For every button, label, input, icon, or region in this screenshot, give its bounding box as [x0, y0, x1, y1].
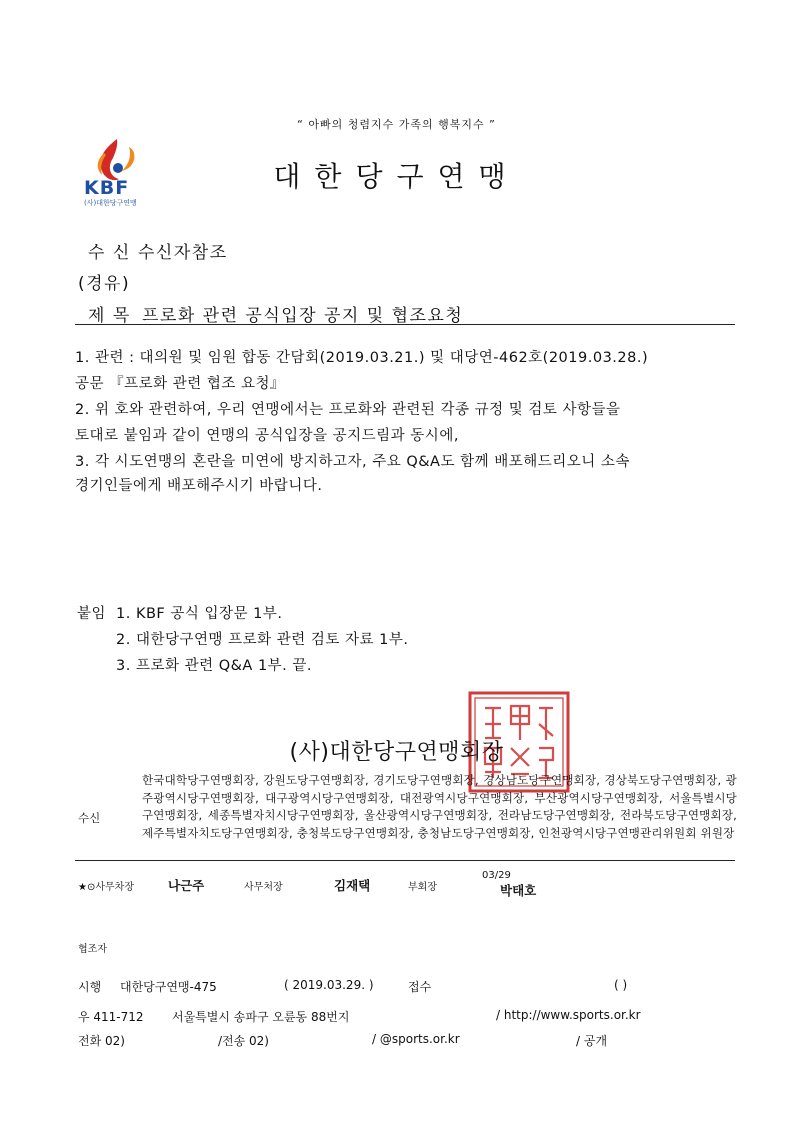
- drafter-name: 나근주: [168, 878, 205, 893]
- fax: /전송 02): [218, 1034, 269, 1048]
- body-line: 1. 관련 : 대의원 및 임원 합동 간담회(2019.03.21.) 및 대당연-462호(2019.03.28.): [75, 350, 649, 366]
- receiver-label: 수 신: [88, 243, 131, 263]
- phone: 전화 02): [78, 1034, 125, 1048]
- receipt-field: ( ): [614, 978, 628, 992]
- address: 서울특별시 송파구 오륜동 88번지: [172, 1010, 350, 1024]
- approver-date: 03/29: [482, 870, 511, 881]
- org-title: 대한당구연맹: [273, 160, 520, 193]
- attachment-item: 3. 프로화 관련 Q&A 1부. 끝.: [116, 658, 313, 674]
- logo-text: KBF: [84, 177, 130, 199]
- postal-code: 우 411-712: [78, 1010, 144, 1024]
- reviewer-name: 김재택: [334, 878, 371, 893]
- receipt-label: 접수: [408, 980, 432, 994]
- subject-value: 프로화 관련 공식입장 공지 및 협조요청: [142, 306, 464, 326]
- receiver-value: 수신자참조: [138, 243, 228, 263]
- attachment-item: 1. KBF 공식 입장문 1부.: [116, 606, 283, 622]
- body-line: 2. 위 호와 관련하여, 우리 연맹에서는 프로화와 관련된 각종 규정 및 검토 사항들을: [75, 402, 621, 418]
- approver-title: 부회장: [408, 882, 437, 893]
- via-line: (경유): [78, 274, 131, 294]
- body-line: 공문 『프로화 관련 협조 요청』: [75, 376, 286, 392]
- website: / http://www.sports.or.kr: [496, 1008, 641, 1022]
- enforce-number: 대한당구연맹-475: [120, 980, 217, 994]
- attachment-label: 붙임: [77, 606, 107, 622]
- logo-subtext: (사)대한당구연맹: [84, 199, 137, 207]
- motto: “ 아빠의 청렴지수 가족의 행복지수 ”: [297, 118, 496, 131]
- subject-divider: [75, 324, 735, 325]
- issuer-name: (사)대한당구연맹회장: [289, 740, 504, 765]
- attachment-item: 2. 대한당구연맹 프로화 관련 검토 자료 1부.: [116, 632, 409, 648]
- public-status: / 공개: [576, 1034, 608, 1048]
- drafter-title: ★⊙사무차장: [78, 882, 134, 893]
- approver-name: 박태호: [500, 883, 537, 898]
- email: / @sports.or.kr: [372, 1032, 460, 1046]
- recipients-label: 수신: [78, 811, 101, 825]
- subject-label: 제 목: [88, 306, 131, 326]
- enforce-label: 시행: [78, 980, 102, 994]
- recipients-list: 한국대학당구연맹회장, 강원도당구연맹회장, 경기도당구연맹회장, 경상남도당구연맹회장, 경상북도당구연맹회장, 광주광역시당구연맹회장, 대구광역시당구연맹회장, 대전광역시당구연맹회장, 부산광역시당구연맹회장, 서울특별시당구연맹회장, 세종특별자치시당구연맹회장, 울산광역시당구연맹회장, 전라남도당구연맹회장, 전라북도당구연맹회장, 제주특별자치도당구연맹회장, 충청북도당구연맹회장, 충청남도당구연맹회장, 인천광역시당구연맹관리위원회 위원장: [142, 773, 737, 840]
- cooperator-label: 협조자: [78, 944, 107, 955]
- body-line: 3. 각 시도연맹의 혼란을 미연에 방지하고자, 주요 Q&A도 함께 배포해드리오니 소속: [75, 454, 630, 470]
- recipients-divider: [75, 860, 735, 861]
- reviewer-title: 사무처장: [244, 882, 283, 893]
- body-line: 경기인들에게 배포해주시기 바랍니다.: [75, 478, 323, 494]
- body-line: 토대로 붙임과 같이 연맹의 공식입장을 공지드림과 동시에,: [75, 428, 459, 444]
- enforce-date: ( 2019.03.29. ): [284, 978, 374, 992]
